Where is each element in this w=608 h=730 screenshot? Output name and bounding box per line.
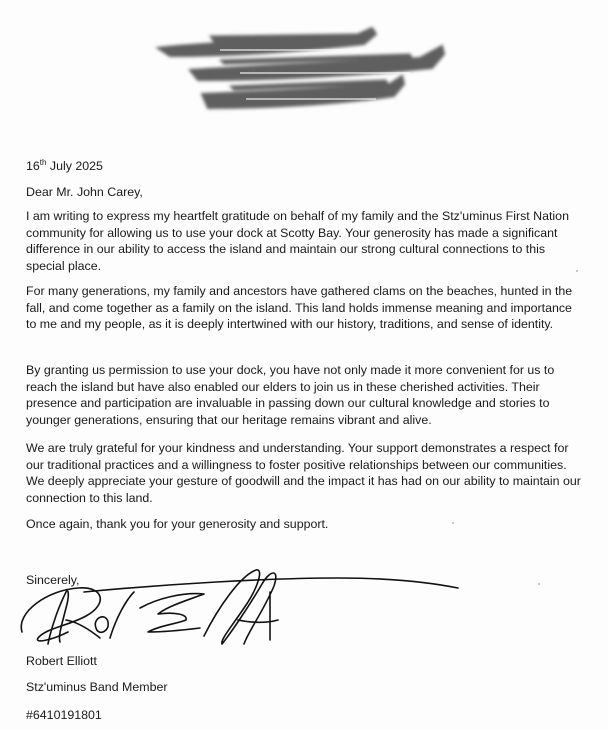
letter-date: 16th July 2025 — [26, 157, 103, 173]
scan-speck — [538, 583, 540, 585]
canoe-logo-icon — [150, 14, 450, 118]
handwritten-signature — [8, 548, 478, 658]
letter-paragraph: We are truly grateful for your kindness and understanding. Your support demonstrates a respect for our traditional practices and a willingness to foster positive relationships between our communities. We deeply appreciate your gesture of goodwill and the impact it has had on our ability to maintain our connection to this land. — [26, 441, 581, 505]
signer-id: #6410191801 — [26, 708, 102, 722]
scan-speck — [452, 522, 454, 524]
letter-paragraph: For many generations, my family and ancestors have gathered clams on the beaches, hunted in the fall, and come together as a family on the island. This land holds immense meaning and importance to me and my people, as it is deeply intertwined with our history, traditions, and sense of identity. — [26, 284, 573, 332]
signer-role: Stz'uminus Band Member — [26, 680, 168, 694]
scan-speck — [576, 270, 578, 272]
letter-closing: Sincerely, — [26, 573, 80, 587]
letter-paragraph: By granting us permission to use your dock, you have not only made it more convenient for us to reach the island but have also enabled our elders to join us in these cherished activities. Their presence and participation are invaluable in passing down our cultural knowledge and stories to younger generations, ensuring that our heritage remains vibrant and alive. — [26, 363, 555, 427]
letter-salutation: Dear Mr. John Carey, — [26, 185, 143, 199]
letter-paragraph: Once again, thank you for your generosity and support. — [26, 517, 329, 531]
letter-paragraph: I am writing to express my heartfelt gratitude on behalf of my family and the Stz'uminus First Nation community for allowing us to use your dock at Scotty Bay. Your generosity has made a significant difference in our ability to access the island and maintain our strong cultural connections to this special place. — [26, 209, 569, 273]
signer-name: Robert Elliott — [26, 654, 97, 668]
